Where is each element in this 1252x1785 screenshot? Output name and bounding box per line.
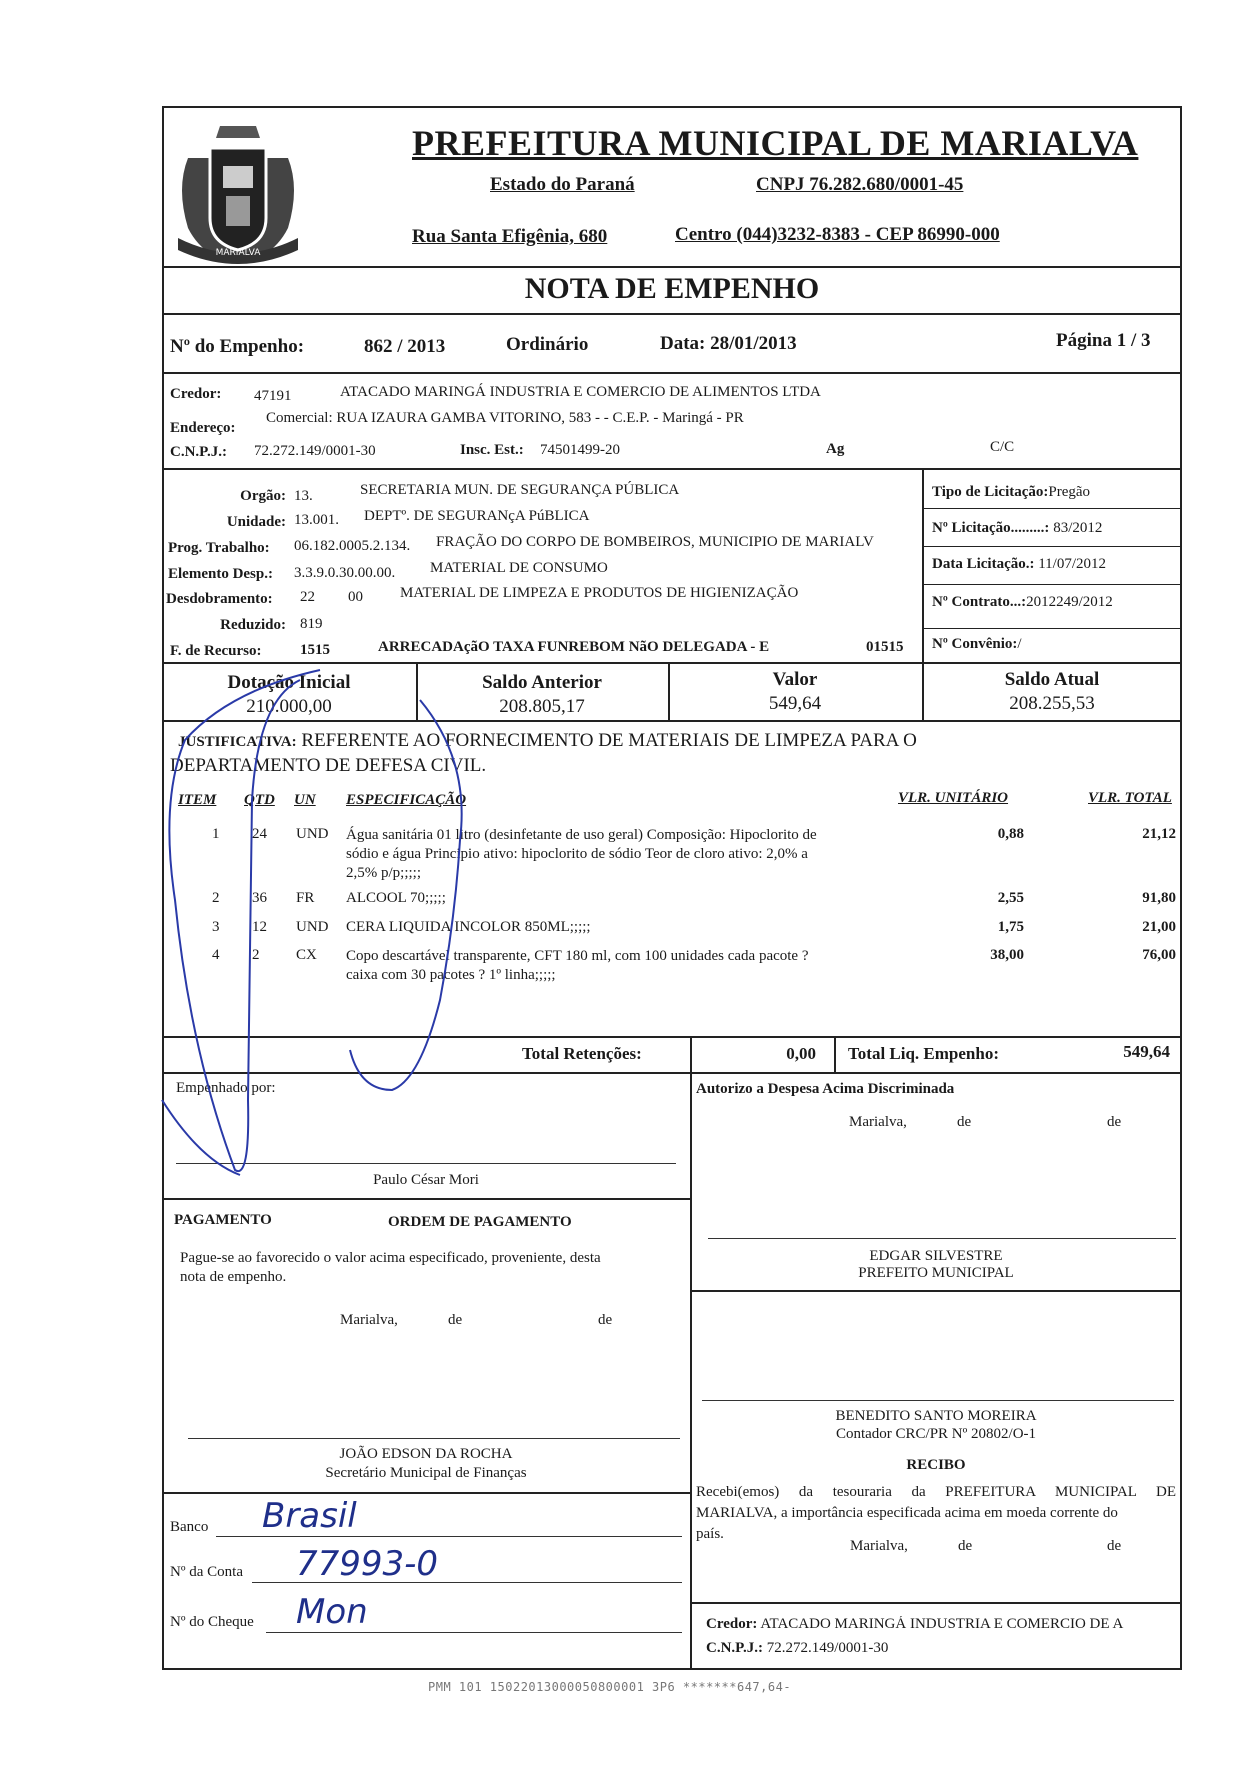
desdobramento-sub: 00 bbox=[348, 589, 363, 605]
banco-handwritten: Brasil bbox=[262, 1496, 357, 1536]
numero-licitacao-value: 83/2012 bbox=[1053, 520, 1103, 536]
pagamento-label: PAGAMENTO bbox=[174, 1212, 272, 1228]
col-total-header: VLR. TOTAL bbox=[1088, 790, 1172, 806]
item-number: 4 bbox=[212, 947, 220, 963]
item-total-value: 21,00 bbox=[1142, 919, 1176, 935]
elemento-label: Elemento Desp.: bbox=[168, 566, 273, 582]
numero-convenio-value: / bbox=[1017, 636, 1022, 652]
total-liquido-label: Total Liq. Empenho: bbox=[848, 1044, 999, 1063]
svg-text:MARIALVA: MARIALVA bbox=[215, 248, 261, 258]
recibo-text-line: país. bbox=[696, 1526, 724, 1542]
item-description-line: sódio e água Principio ativo: hipoclorito de sódio Teor de cloro ativo: 2,0% a bbox=[346, 846, 808, 862]
item-qtd: 2 bbox=[252, 947, 260, 963]
agencia-label: Ag bbox=[826, 441, 845, 457]
contador-name: BENEDITO SANTO MOREIRA bbox=[835, 1408, 1037, 1424]
saldo-anterior-label: Saldo Anterior bbox=[482, 672, 602, 693]
orgao-code: 13. bbox=[294, 488, 313, 504]
item-qtd: 24 bbox=[252, 826, 267, 842]
recibo-cnpj-label: C.N.P.J.: bbox=[706, 1640, 763, 1656]
recurso-label: F. de Recurso: bbox=[170, 643, 262, 659]
contador-role: Contador CRC/PR Nº 20802/O-1 bbox=[835, 1426, 1037, 1442]
pagamento-de1: de bbox=[448, 1312, 463, 1328]
item-qtd: 12 bbox=[252, 919, 267, 935]
item-description-line: 2,5% p/p;;;;; bbox=[346, 865, 421, 881]
empenho-number-label: Nº do Empenho: bbox=[170, 336, 305, 357]
cnpj-label: CNPJ 76.282.680/0001-45 bbox=[756, 174, 964, 195]
empenhado-label: Empenhado por: bbox=[176, 1080, 276, 1096]
conta-handwritten: 77993-0 bbox=[296, 1544, 439, 1584]
item-unit-value: 0,88 bbox=[997, 826, 1024, 842]
item-unit-value: 38,00 bbox=[990, 947, 1024, 963]
insc-value: 74501499-20 bbox=[540, 442, 620, 458]
endereco: Comercial: RUA IZAURA GAMBA VITORINO, 583 - - C.E.P. - Maringá - PR bbox=[266, 410, 744, 426]
desdobramento: MATERIAL DE LIMPEZA E PRODUTOS DE HIGIENIZAÇÃO bbox=[400, 585, 799, 601]
empenho-type: Ordinário bbox=[506, 334, 589, 355]
justificativa-line1: REFERENTE AO FORNECIMENTO DE MATERIAIS DE LIMPEZA PARA O bbox=[301, 730, 917, 751]
endereco-label: Endereço: bbox=[170, 420, 236, 436]
item-number: 2 bbox=[212, 890, 220, 906]
reduzido-label: Reduzido: bbox=[220, 617, 286, 633]
prefeito-name: EDGAR SILVESTRE bbox=[869, 1248, 1003, 1264]
elemento-code: 3.3.9.0.30.00.00. bbox=[294, 565, 396, 581]
unidade-code: 13.001. bbox=[294, 512, 339, 528]
recurso: ARRECADAçãO TAXA FUNREBOM NãO DELEGADA - E bbox=[378, 639, 770, 655]
recibo-credor-label: Credor: bbox=[706, 1616, 758, 1632]
saldo-atual-value: 208.255,53 bbox=[1009, 693, 1095, 714]
credor-label: Credor: bbox=[170, 386, 222, 402]
page-number: Página 1 / 3 bbox=[1056, 330, 1151, 351]
total-retencoes-value: 0,00 bbox=[786, 1044, 816, 1063]
saldo-atual-label: Saldo Atual bbox=[1004, 669, 1100, 690]
page-title: PREFEITURA MUNICIPAL DE MARIALVA bbox=[412, 123, 1139, 163]
item-description-line: Água sanitária 01 litro (desinfetante de uso geral) Composição: Hipoclorito de bbox=[346, 827, 817, 843]
dotacao-label: Dotação Inicial bbox=[227, 672, 351, 693]
numero-licitacao-label: Nº Licitação.........: bbox=[932, 520, 1050, 536]
saldo-anterior-value: 208.805,17 bbox=[499, 696, 585, 717]
elemento: MATERIAL DE CONSUMO bbox=[430, 560, 608, 576]
pagamento-de2: de bbox=[598, 1312, 613, 1328]
item-description-line: caixa com 30 pacotes ? 1º linha;;;;; bbox=[346, 967, 556, 983]
valor-value: 549,64 bbox=[768, 693, 822, 714]
numero-convenio-label: Nº Convênio: bbox=[932, 636, 1018, 652]
item-unit-value: 2,55 bbox=[997, 890, 1024, 906]
state-label: Estado do Paraná bbox=[490, 174, 635, 195]
recibo-de2: de bbox=[1107, 1538, 1122, 1554]
secretario-name: JOÃO EDSON DA ROCHA bbox=[339, 1446, 513, 1462]
pagamento-place: Marialva, bbox=[340, 1312, 398, 1328]
prog: FRAÇÃO DO CORPO DE BOMBEIROS, MUNICIPIO DE MARIALV bbox=[436, 534, 874, 550]
data-licitacao-value: 11/07/2012 bbox=[1038, 556, 1107, 572]
data-licitacao-label: Data Licitação.: bbox=[932, 556, 1035, 572]
item-total-value: 21,12 bbox=[1142, 826, 1176, 842]
ordem-pagamento-label: ORDEM DE PAGAMENTO bbox=[388, 1214, 572, 1230]
item-qtd: 36 bbox=[252, 890, 267, 906]
cnpj-credor-label: C.N.P.J.: bbox=[170, 444, 227, 460]
desdobramento-code: 22 bbox=[300, 589, 315, 605]
address-label: Rua Santa Efigênia, 680 bbox=[412, 226, 608, 247]
col-item-header: ITEM bbox=[178, 792, 217, 808]
recibo-de1: de bbox=[958, 1538, 973, 1554]
col-especificacao-header: ESPECIFICAÇÃO bbox=[346, 792, 467, 808]
recibo-credor-value: ATACADO MARINGÁ INDUSTRIA E COMERCIO DE A bbox=[760, 1616, 1124, 1632]
col-unitario-header: VLR. UNITÁRIO bbox=[898, 790, 1009, 806]
orgao: SECRETARIA MUN. DE SEGURANÇA PÚBLICA bbox=[360, 482, 680, 498]
justificativa-line2: DEPARTAMENTO DE DEFESA CIVIL. bbox=[170, 755, 487, 776]
credor-name: ATACADO MARINGÁ INDUSTRIA E COMERCIO DE ALIMENTOS LTDA bbox=[340, 384, 821, 400]
item-description: ALCOOL 70;;;;; bbox=[346, 890, 446, 906]
contact-label: Centro (044)3232-8383 - CEP 86990-000 bbox=[675, 224, 1000, 245]
recibo-place: Marialva, bbox=[850, 1538, 908, 1554]
recibo-cnpj-value: 72.272.149/0001-30 bbox=[766, 1640, 889, 1656]
item-un: CX bbox=[296, 947, 317, 963]
total-liquido-value: 549,64 bbox=[1123, 1042, 1170, 1061]
numero-contrato-value: 2012249/2012 bbox=[1026, 594, 1113, 610]
dotacao-value: 210.000,00 bbox=[246, 696, 332, 717]
credor-code: 47191 bbox=[254, 388, 292, 404]
cheque-label: Nº do Cheque bbox=[170, 1614, 254, 1630]
secretario-role: Secretário Municipal de Finanças bbox=[325, 1465, 527, 1481]
orgao-label: Orgão: bbox=[240, 488, 286, 504]
document-title: NOTA DE EMPENHO bbox=[524, 272, 820, 305]
conta-label: Nº da Conta bbox=[170, 1564, 243, 1580]
autorizo-place: Marialva, bbox=[849, 1114, 907, 1130]
empenho-number: 862 / 2013 bbox=[364, 336, 446, 357]
pagamento-text-1: Pague-se ao favorecido o valor acima especificado, proveniente, desta bbox=[180, 1250, 601, 1266]
item-description-line: Copo descartável transparente, CFT 180 ml, com 100 unidades cada pacote ? bbox=[346, 948, 809, 964]
tipo-licitacao-value: Pregão bbox=[1048, 484, 1091, 500]
unidade-label: Unidade: bbox=[226, 514, 286, 530]
recibo-text-line: Recebi(emos) da tesouraria da PREFEITURA MUNICIPAL DE bbox=[696, 1484, 1176, 1500]
autorizo-de1: de bbox=[957, 1114, 972, 1130]
col-qtd-header: QTD bbox=[244, 792, 275, 808]
item-total-value: 76,00 bbox=[1142, 947, 1176, 963]
empenho-date: Data: 28/01/2013 bbox=[660, 333, 797, 354]
insc-label: Insc. Est.: bbox=[460, 442, 524, 458]
recurso-number: 01515 bbox=[866, 639, 904, 655]
banco-label: Banco bbox=[170, 1519, 209, 1535]
item-un: FR bbox=[296, 890, 315, 906]
autorizo-de2: de bbox=[1107, 1114, 1122, 1130]
desdobramento-label: Desdobramento: bbox=[166, 591, 273, 607]
recibo-label: RECIBO bbox=[906, 1457, 966, 1473]
cheque-handwritten: Mon bbox=[296, 1592, 368, 1632]
recibo-text-line: MARIALVA, a importância especificada acima em moeda corrente do bbox=[696, 1505, 1118, 1521]
unidade: DEPTº. DE SEGURANçA PúBLICA bbox=[364, 508, 590, 524]
col-un-header: UN bbox=[294, 792, 316, 808]
pagamento-text-2: nota de empenho. bbox=[180, 1269, 287, 1285]
footer-code: PMM 101 15022013000050800001 3P6 *******647,64- bbox=[428, 1680, 792, 1694]
reduzido: 819 bbox=[300, 616, 323, 632]
item-unit-value: 1,75 bbox=[997, 919, 1024, 935]
autorizo-label: Autorizo a Despesa Acima Discriminada bbox=[696, 1081, 955, 1097]
item-un: UND bbox=[296, 826, 329, 842]
item-un: UND bbox=[296, 919, 329, 935]
item-number: 3 bbox=[212, 919, 220, 935]
total-retencoes-label: Total Retenções: bbox=[522, 1044, 642, 1063]
valor-label: Valor bbox=[772, 669, 818, 690]
prog-label: Prog. Trabalho: bbox=[168, 540, 270, 556]
justificativa-label: JUSTIFICATIVA: bbox=[178, 734, 297, 750]
numero-contrato-label: Nº Contrato...: bbox=[932, 594, 1027, 610]
cnpj-credor: 72.272.149/0001-30 bbox=[254, 443, 376, 459]
item-total-value: 91,80 bbox=[1142, 890, 1176, 906]
conta-corrente-label: C/C bbox=[990, 439, 1015, 455]
prefeito-role: PREFEITO MUNICIPAL bbox=[858, 1265, 1014, 1281]
prog-code: 06.182.0005.2.134. bbox=[294, 538, 411, 554]
tipo-licitacao-label: Tipo de Licitação: bbox=[932, 484, 1049, 500]
item-description: CERA LIQUIDA INCOLOR 850ML;;;;; bbox=[346, 919, 591, 935]
empenhado-name: Paulo César Mori bbox=[373, 1172, 479, 1188]
recurso-code: 1515 bbox=[300, 642, 330, 658]
item-number: 1 bbox=[212, 826, 220, 842]
